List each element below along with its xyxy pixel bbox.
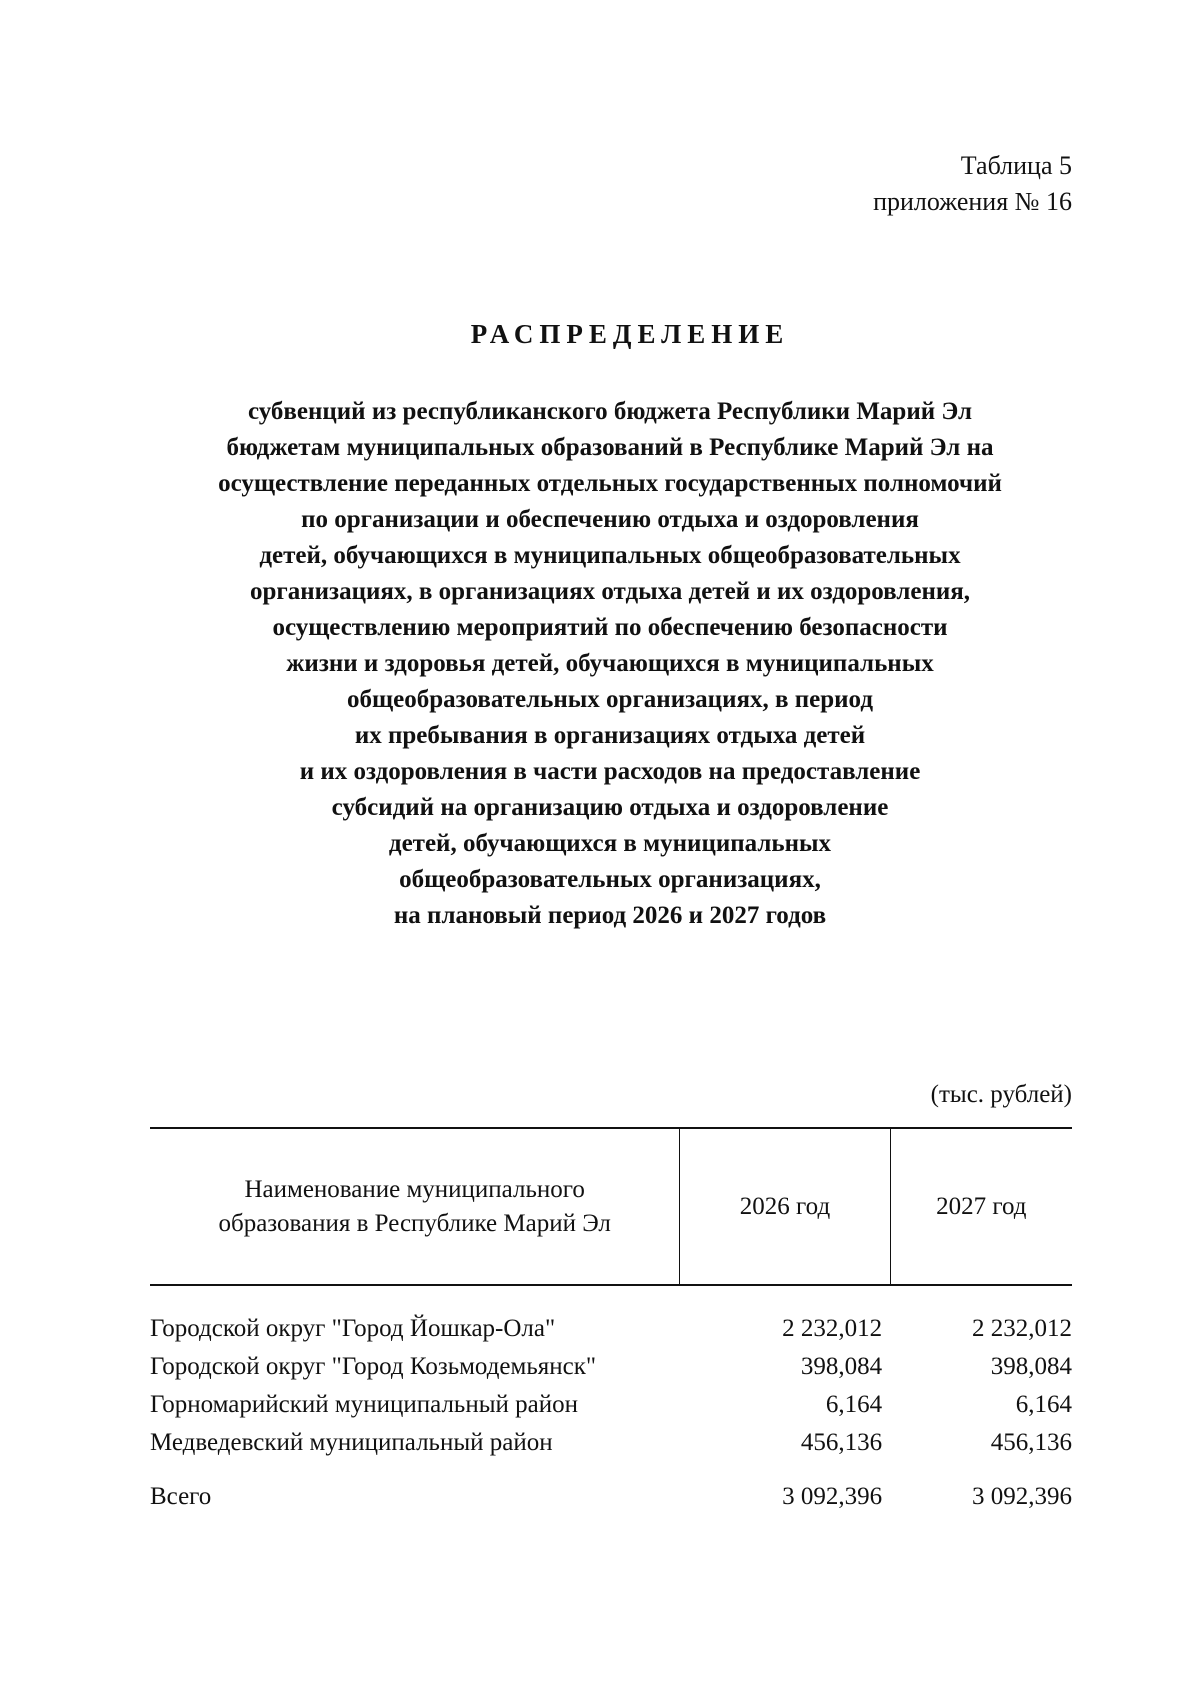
table-row	[150, 1348, 1072, 1386]
row-value-2026: 2 232,012	[782, 1315, 883, 1342]
row-municipality: Горномарийский муниципальный район	[150, 1391, 578, 1418]
row-value-2026: 6,164	[825, 1391, 883, 1418]
row-value-2027: 456,136	[990, 1429, 1072, 1456]
subtitle-line: детей, обучающихся в муниципальных	[388, 830, 832, 857]
subtitle-line: осуществление переданных отдельных государственных полномочий	[218, 470, 1002, 497]
table-row	[150, 1386, 1072, 1424]
row-value-2027: 2 232,012	[972, 1315, 1072, 1342]
subtitle-line: бюджетам муниципальных образований в Республике Марий Эл на	[226, 434, 994, 461]
document-heading: РАСПРЕДЕЛЕНИЕ	[470, 319, 790, 349]
header-municipality-line: Наименование муниципального	[244, 1175, 585, 1203]
subtitle-line: субвенций из республиканского бюджета Республики Марий Эл	[247, 398, 973, 425]
header-year-2026: 2026 год	[680, 1128, 890, 1285]
subtitle-line: детей, обучающихся в муниципальных общеобразовательных	[259, 542, 961, 569]
total-value-2026: 3 092,396	[782, 1483, 883, 1510]
subtitle-line: и их оздоровления в части расходов на предоставление	[299, 758, 921, 785]
row-municipality: Медведевский муниципальный район	[150, 1429, 553, 1456]
units-label: (тыс. рублей)	[930, 1081, 1072, 1108]
table-total-row	[150, 1462, 1072, 1516]
distribution-table	[150, 1127, 1072, 1516]
header-year-2027: 2027 год	[890, 1128, 1072, 1285]
table-row	[150, 1424, 1072, 1462]
row-value-2027: 398,084	[990, 1353, 1072, 1380]
subtitle-line: их пребывания в организациях отдыха детей	[354, 722, 866, 749]
subtitle-line: организациях, в организациях отдыха детей и их оздоровления,	[249, 578, 971, 605]
subtitle-line: по организации и обеспечению отдыха и оздоровления	[301, 506, 919, 533]
subtitle-line: общеобразовательных организациях, в период	[347, 686, 873, 713]
row-value-2027: 6,164	[1015, 1391, 1072, 1418]
table-row	[150, 1285, 1072, 1348]
appendix-label: приложения № 16	[873, 187, 1072, 216]
total-label: Всего	[150, 1483, 212, 1510]
subtitle-line: субсидий на организацию отдыха и оздоровление	[331, 794, 889, 821]
row-municipality: Городской округ "Город Йошкар-Ола"	[150, 1315, 556, 1342]
table-header-row	[150, 1128, 1072, 1285]
subtitle-line: осуществлению мероприятий по обеспечению безопасности	[272, 614, 948, 641]
table-reference	[873, 148, 1072, 220]
table-number-label: Таблица 5	[960, 151, 1072, 180]
row-value-2026: 398,084	[800, 1353, 883, 1380]
row-value-2026: 456,136	[800, 1429, 883, 1456]
header-municipality-line: образования в Республике Марий Эл	[218, 1209, 611, 1237]
subtitle-line: жизни и здоровья детей, обучающихся в муниципальных	[286, 650, 934, 677]
header-municipality	[150, 1128, 680, 1285]
subtitle-line: на плановый период 2026 и 2027 годов	[393, 902, 827, 929]
row-municipality: Городской округ "Город Козьмодемьянск"	[150, 1353, 597, 1380]
total-value-2027: 3 092,396	[972, 1483, 1072, 1510]
subtitle-line: общеобразовательных организациях,	[399, 866, 821, 893]
document-subtitle	[150, 394, 1070, 934]
